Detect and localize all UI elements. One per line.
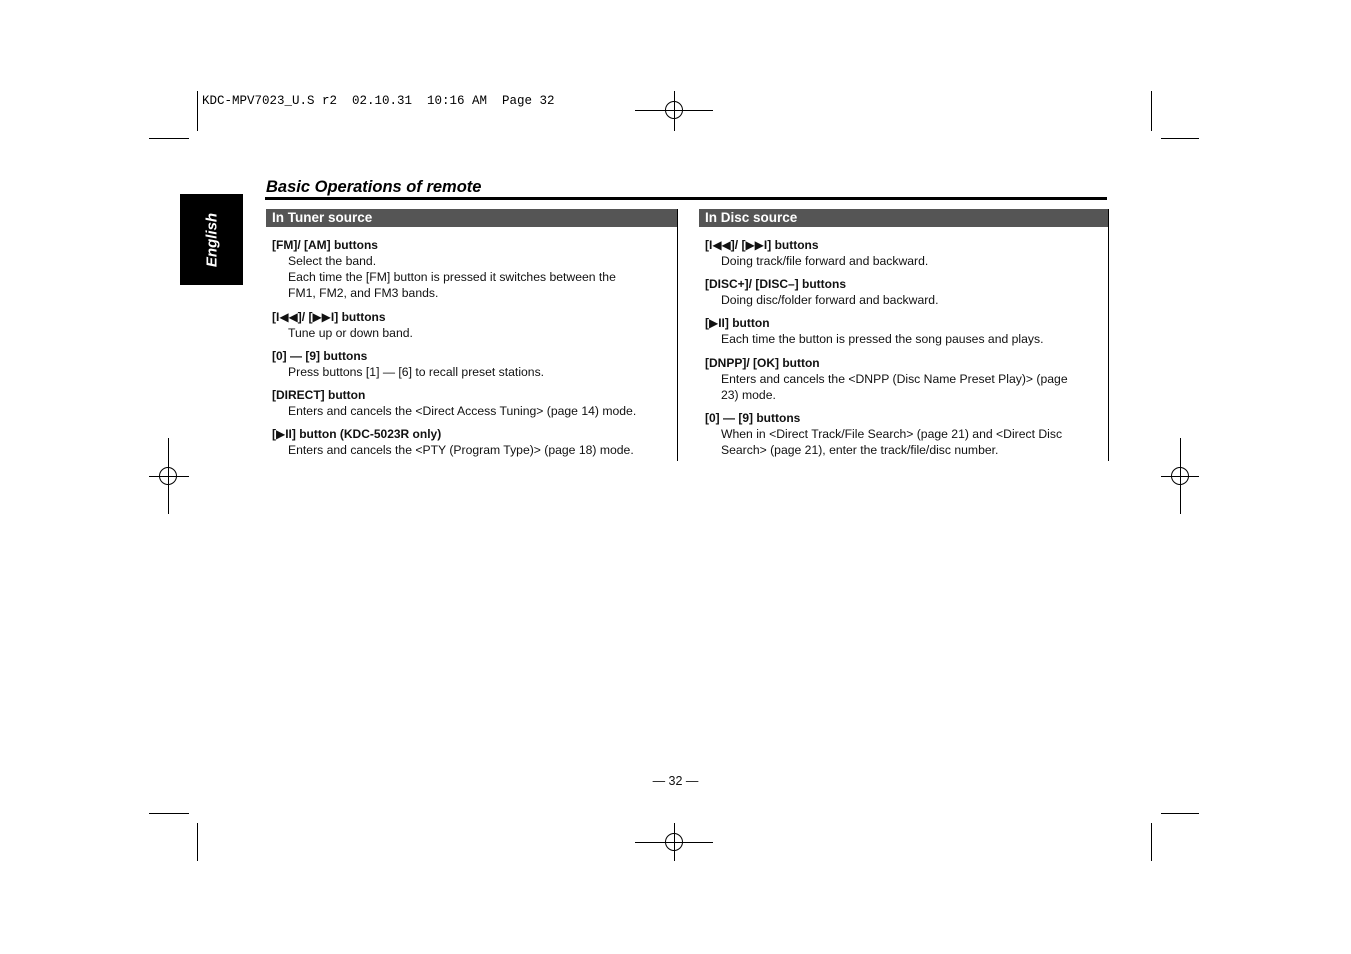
- tuner-entry-direct: [272, 387, 671, 419]
- disc-entry-dnpp: [705, 355, 1102, 403]
- entry-text: Search> (page 21), enter the track/file/disc number.: [721, 443, 999, 458]
- entry-title: [0] — [9] buttons: [705, 411, 801, 426]
- disc-source-section: [699, 209, 1109, 461]
- disc-section-header: In Disc source: [699, 209, 1108, 227]
- tuner-entry-seek: [272, 309, 671, 341]
- entry-text: Select the band.: [288, 254, 377, 268]
- tuner-entry-number-buttons: [272, 348, 671, 380]
- page-title: Basic Operations of remote: [266, 178, 482, 196]
- entry-text: Doing track/file forward and backward.: [721, 254, 929, 268]
- entry-text: Tune up or down band.: [288, 325, 413, 340]
- entry-text: Each time the [FM] button is pressed it switches between the: [288, 270, 616, 285]
- language-tab: [180, 194, 243, 285]
- entry-title: [DISC+]/ [DISC–] buttons: [705, 277, 846, 292]
- disc-entry-disc-skip: [705, 276, 1102, 308]
- entry-title: [I◀◀]/ [▶▶I] buttons: [705, 238, 819, 252]
- entry-title: [DIRECT] button: [272, 388, 366, 403]
- disc-entry-track-skip: [705, 237, 1102, 269]
- entry-title: [DNPP]/ [OK] button: [705, 355, 820, 370]
- tuner-source-section: [266, 209, 678, 461]
- entry-text: Enters and cancels the <DNPP (Disc Name Preset Play)> (page: [721, 371, 1068, 386]
- title-rule: [265, 197, 1107, 200]
- tuner-entry-play-pause: [272, 426, 671, 458]
- entry-text: Each time the button is pressed the song pauses and plays.: [721, 332, 1044, 347]
- print-header: KDC-MPV7023_U.S r2 02.10.31 10:16 AM Page 32: [202, 94, 555, 108]
- entry-title: [▶II] button (KDC-5023R only): [272, 427, 442, 442]
- entry-text: 23) mode.: [721, 387, 776, 402]
- entry-text: Doing disc/folder forward and backward.: [721, 293, 939, 308]
- entry-title: [▶II] button: [705, 316, 770, 331]
- entry-title: [0] — [9] buttons: [272, 348, 368, 363]
- entry-title: [I◀◀]/ [▶▶I] buttons: [272, 309, 386, 324]
- entry-text: When in <Direct Track/File Search> (page 21) and <Direct Disc: [721, 427, 1063, 442]
- disc-entry-play-pause: [705, 315, 1102, 347]
- entry-title: [FM]/ [AM] buttons: [272, 238, 378, 252]
- tuner-section-header: In Tuner source: [266, 209, 677, 227]
- entry-text: Press buttons [1] — [6] to recall preset stations.: [288, 364, 545, 379]
- entry-text: FM1, FM2, and FM3 bands.: [288, 286, 439, 301]
- entry-text: Enters and cancels the <Direct Access Tuning> (page 14) mode.: [288, 404, 637, 419]
- language-label: English: [203, 212, 220, 267]
- entry-text: Enters and cancels the <PTY (Program Type)> (page 18) mode.: [288, 443, 634, 458]
- disc-entry-number-buttons: [705, 410, 1102, 458]
- page-number: — 32 —: [652, 774, 699, 788]
- tuner-entry-fm-am: [272, 237, 671, 302]
